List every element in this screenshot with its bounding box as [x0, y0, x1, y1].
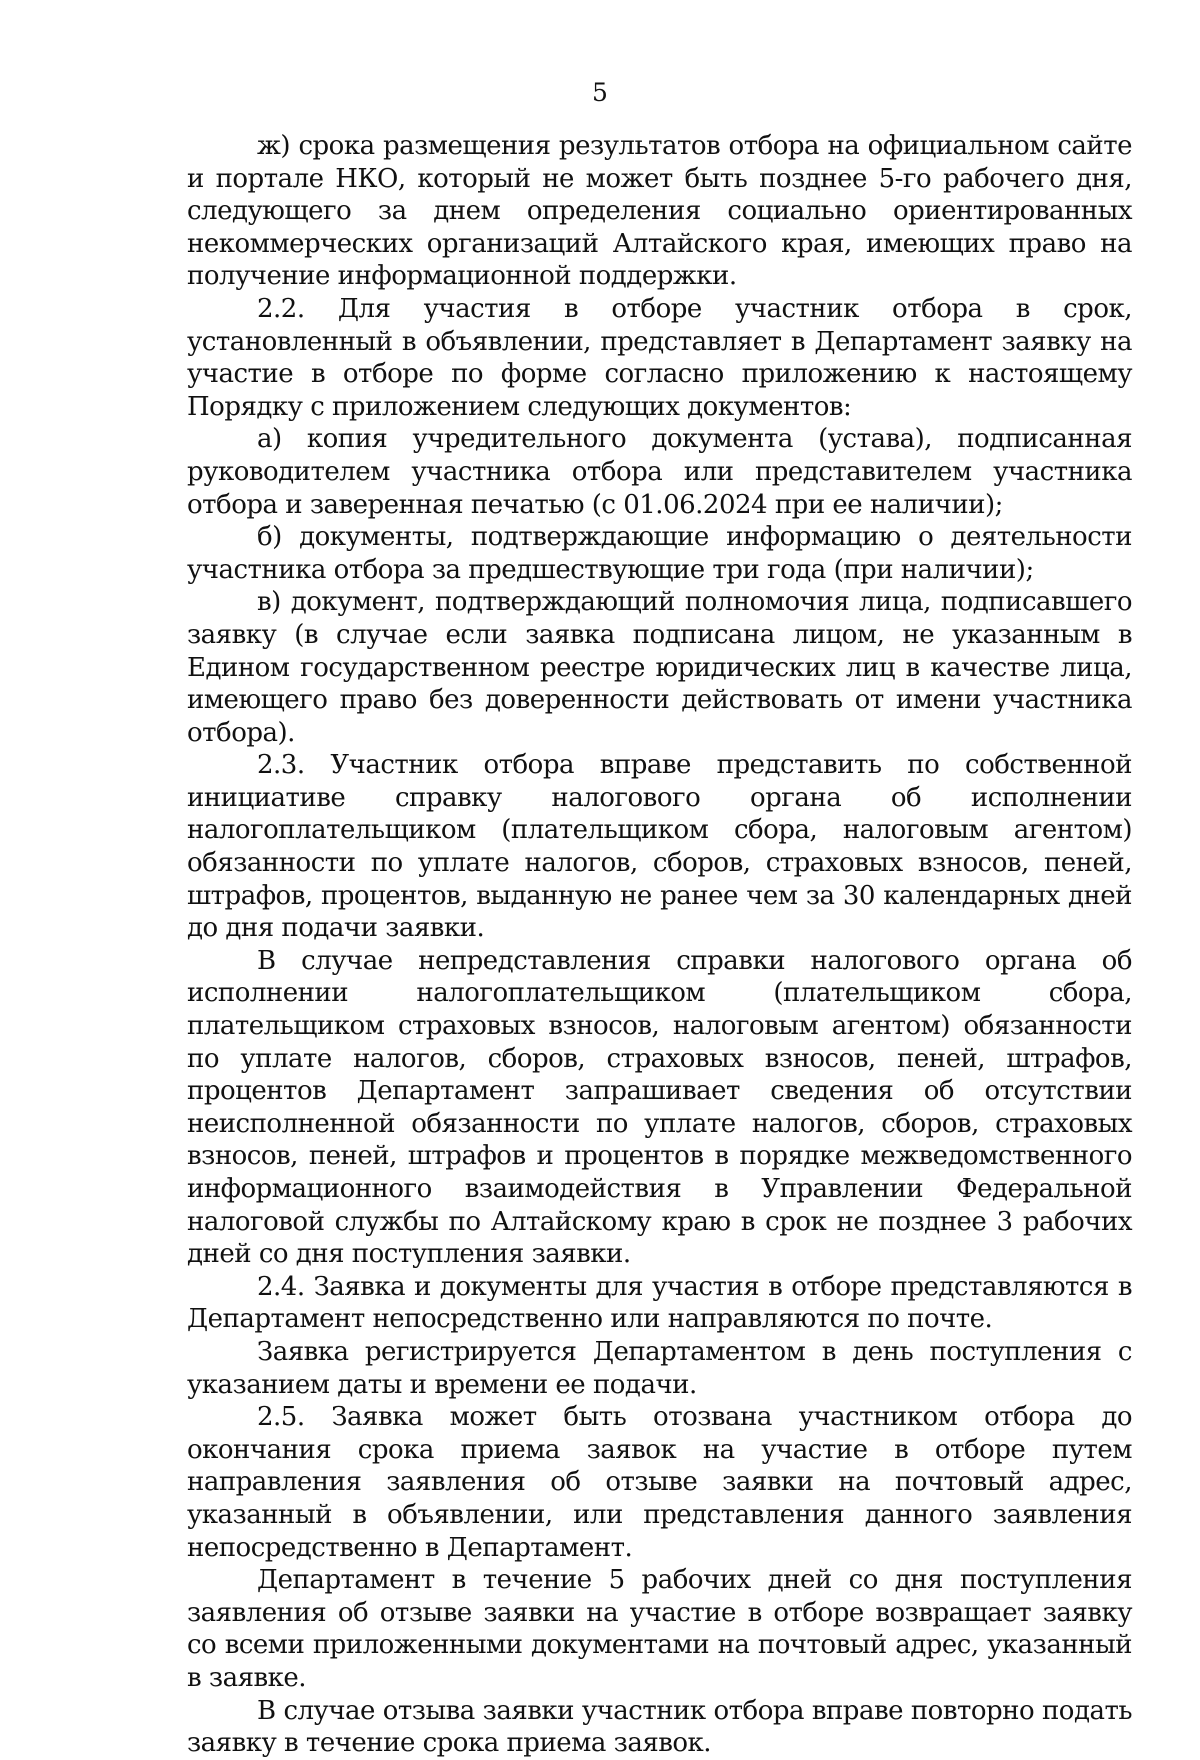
paragraph-2-3: 2.3. Участник отбора вправе представить по собственной инициативе справку налогового органа об исполнении налогоплательщиком (плательщиком сбора, налоговым агентом) обязанности по уплате налогов, сборов, страховых взносов, пеней, штрафов, процентов, выданную не ранее чем за 30 календарных дней до дня подачи заявки. [187, 750, 1132, 944]
paragraph-2-5: 2.5. Заявка может быть отозвана участником отбора до окончания срока приема заявок на участие в отборе путем направления заявления об отзыве заявки на почтовый адрес, указанный в объявлении, или представления данного заявления непосредственно в Департамент. [187, 1402, 1132, 1563]
paragraph-2-2: 2.2. Для участия в отборе участник отбора в срок, установленный в объявлении, представляет в Департамент заявку на участие в отборе по форме согласно приложению к настоящему Порядку с приложением следующих документов: [187, 293, 1132, 422]
paragraph-resubmit: В случае отзыва заявки участник отбора вправе повторно подать заявку в течение срока приема заявок. [187, 1695, 1132, 1759]
paragraph-item-a: а) копия учредительного документа (устава), подписанная руководителем участника отбора или представителем участника отбора и заверенная печатью (с 01.06.2024 при ее наличии); [187, 424, 1132, 520]
paragraph-item-v: в) документ, подтверждающий полномочия лица, подписавшего заявку (в случае если заявка подписана лицом, не указанным в Едином государственном реестре юридических лиц в качестве лица, имеющего право без доверенности действовать от имени участника отбора). [187, 587, 1132, 748]
paragraph-item-zh: ж) срока размещения результатов отбора на официальном сайте и портале НКО, который не может быть позднее 5-го рабочего дня, следующего за днем определения социально ориентированных некоммерческих организаций Алтайского края, имеющих право на получение информационной поддержки. [187, 131, 1132, 292]
paragraph-return: Департамент в течение 5 рабочих дней со дня поступления заявления об отзыве заявки на участие в отборе возвращает заявку со всеми приложенными документами на почтовый адрес, указанный в заявке. [187, 1565, 1132, 1693]
paragraph-item-b: б) документы, подтверждающие информацию о деятельности участника отбора за предшествующие три года (при наличии); [187, 522, 1132, 585]
paragraph-2-4: 2.4. Заявка и документы для участия в отборе представляются в Департамент непосредственно или направляются по почте. [187, 1271, 1132, 1335]
paragraph-tax-request: В случае непредставления справки налогового органа об исполнении налогоплательщиком (плательщиком сбора, плательщиком страховых взносов, налоговым агентом) обязанности по уплате налогов, сборов, страховых взносов, пеней, штрафов, процентов Департамент запрашивает сведения об отсутствии неисполненной обязанности по уплате налогов, сборов, страховых взносов, пеней, штрафов и процентов в порядке межведомственного информационного взаимодействия в Управлении Федеральной налоговой службы по Алтайскому краю в срок не позднее 3 рабочих дней со дня поступления заявки. [187, 945, 1132, 1270]
document-body [187, 130, 1132, 1760]
page-number: 5 [592, 78, 608, 107]
paragraph-registration: Заявка регистрируется Департаментом в день поступления с указанием даты и времени ее подачи. [187, 1336, 1132, 1400]
